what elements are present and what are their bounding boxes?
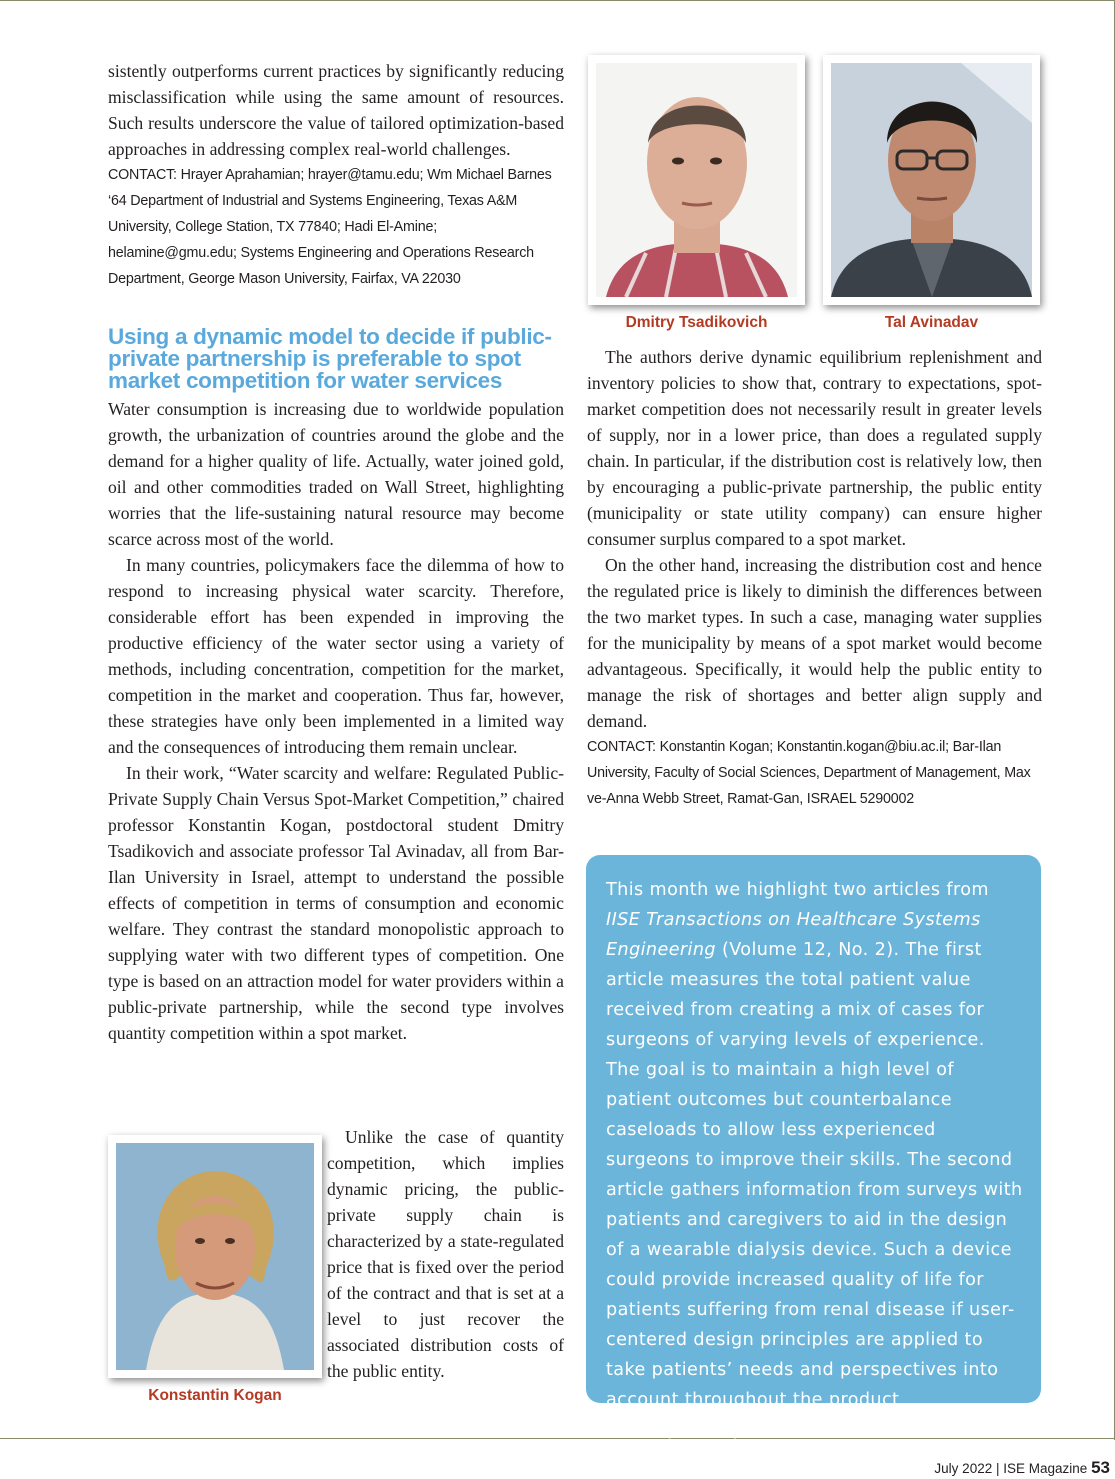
body-paragraph-4: Unlike the case of quantity competition, which implies dynamic pricing, the public-private supply chain is characterized by a state-regulated price that is fixed over the period of the contract and that is set at a level to just recover the associated distribution costs of the public entity. (327, 1127, 564, 1381)
kogan-photo (116, 1143, 314, 1370)
wrap-column (327, 1124, 564, 1384)
highlight-callout-box (586, 855, 1041, 1440)
callout-text-intro: This month we highlight two articles from (606, 880, 989, 900)
right-paragraph-1: The authors derive dynamic equilibrium replenishment and inventory policies to show that, contrary to expectations, spot-market competition does not necessarily result in greater levels of supply, nor in a lower price, than does a regulated supply chain. In particular, if the distribution cost is relatively low, then by encouraging a public-private partnership, the public entity (municipality or state utility company) can ensure higher consumer surplus compared to a spot market. (587, 347, 1042, 549)
right-column (587, 344, 1042, 812)
callout-text-body: (Volume 12, No. 2). The first article measures the total patient value received from creating a mix of cases for surgeons of varying levels of experience. The goal is to maintain a high level of patient outcomes but counterbalance caseloads to allow less experienced surgeons to improve their skills. The second article gathers information from surveys with patients and caregivers to aid in the design of a wearable dialysis device. Such a device could provide increased quality of life for patients suffering from renal disease if user-centered design principles are applied to take patients’ needs and perspectives into account throughout the product development process. (606, 940, 1023, 1440)
tsadikovich-portrait-image (596, 63, 797, 297)
avinadav-portrait-image (831, 63, 1032, 297)
body-paragraph-3: In their work, “Water scarcity and welfare: Regulated Public-Private Supply Chain Versus Spot-Market Competition,” chaired professor Konstantin Kogan, postdoctoral student Dmitry Tsadikovich and associate professor Tal Avinadav, all from Bar-Ilan University in Israel, attempt to understand the possible effects of competition in terms of consumption and economic welfare. They contrast the standard monopolistic approach to supplying water with two different types of competition. One type is based on an attraction model for water providers within a public-private partnership, while the second type involves quantity competition within a spot market. (108, 763, 564, 1043)
page-number: 53 (1091, 1458, 1110, 1477)
callout-journal-title: IISE Transactions on Healthcare Systems Engineering (606, 910, 981, 960)
page-footer (934, 1458, 1110, 1478)
kogan-photo-frame (108, 1135, 322, 1378)
article-headline: Using a dynamic model to decide if public-private partnership is preferable to spot market competition for water services (108, 324, 552, 393)
intro-paragraph: sistently outperforms current practices by significantly reducing misclassification while using the same amount of resources. Such results underscore the value of tailored optimization-based approaches in addressing complex real-world challenges. (108, 61, 564, 159)
avinadav-photo (831, 63, 1032, 297)
right-paragraph-2: On the other hand, increasing the distribution cost and hence the regulated price is likely to diminish the differences between the two market types. In such a case, managing water supplies for the municipality by means of a spot market would become advantageous. Specifically, it would help the public entity to manage the risk of shortages and better align supply and demand. (587, 555, 1042, 731)
avinadav-caption: Tal Avinadav (884, 314, 979, 331)
tsadikovich-photo-frame (588, 55, 805, 305)
footer-issue-date: July 2022 (934, 1461, 993, 1476)
body-paragraph-1: Water consumption is increasing due to worldwide population growth, the urbanization of countries around the globe and the demand for a higher quality of life. Actually, water joined gold, oil and other commodities traded on Wall Street, highlighting worries that the life-sustaining natural resource may become scarce across most of the world. (108, 399, 564, 549)
tsadikovich-caption: Dmitry Tsadikovich (625, 314, 768, 331)
tsadikovich-photo (596, 63, 797, 297)
avinadav-photo-frame (823, 55, 1040, 305)
footer-magazine-name: ISE Magazine (1003, 1461, 1088, 1476)
kogan-caption: Konstantin Kogan (148, 1387, 282, 1404)
page-border-top (0, 0, 1115, 1)
footer-separator: | (995, 1461, 1000, 1476)
callout-text (606, 875, 1023, 1445)
contact-info-1: CONTACT: Hrayer Aprahamian; hrayer@tamu.edu; Wm Michael Barnes ‘64 Department of Industrial and Systems Engineering, Texas A&M University, College Station, TX 77840; Hadi El-Amine; helamine@gmu.edu; Systems Engineering and Operations Research Department, George Mason University, Fairfax, VA 22030 (108, 167, 552, 287)
kogan-portrait-image (116, 1143, 314, 1370)
contact-info-2: CONTACT: Konstantin Kogan; Konstantin.kogan@biu.ac.il; Bar-Ilan University, Faculty of Social Sciences, Department of Management, Max ve-Anna Webb Street, Ramat-Gan, ISRAEL 5290002 (587, 739, 1031, 807)
left-column (108, 58, 564, 1046)
body-paragraph-2: In many countries, policymakers face the dilemma of how to respond to increasing physical water scarcity. Therefore, considerable effort has been expended in improving the productive efficiency of the water sector using a variety of methods, including concentration, competition for the market, competition in the market and cooperation. Thus far, however, these strategies have only been implemented in a limited way and the consequences of introducing them remain unclear. (108, 555, 564, 757)
